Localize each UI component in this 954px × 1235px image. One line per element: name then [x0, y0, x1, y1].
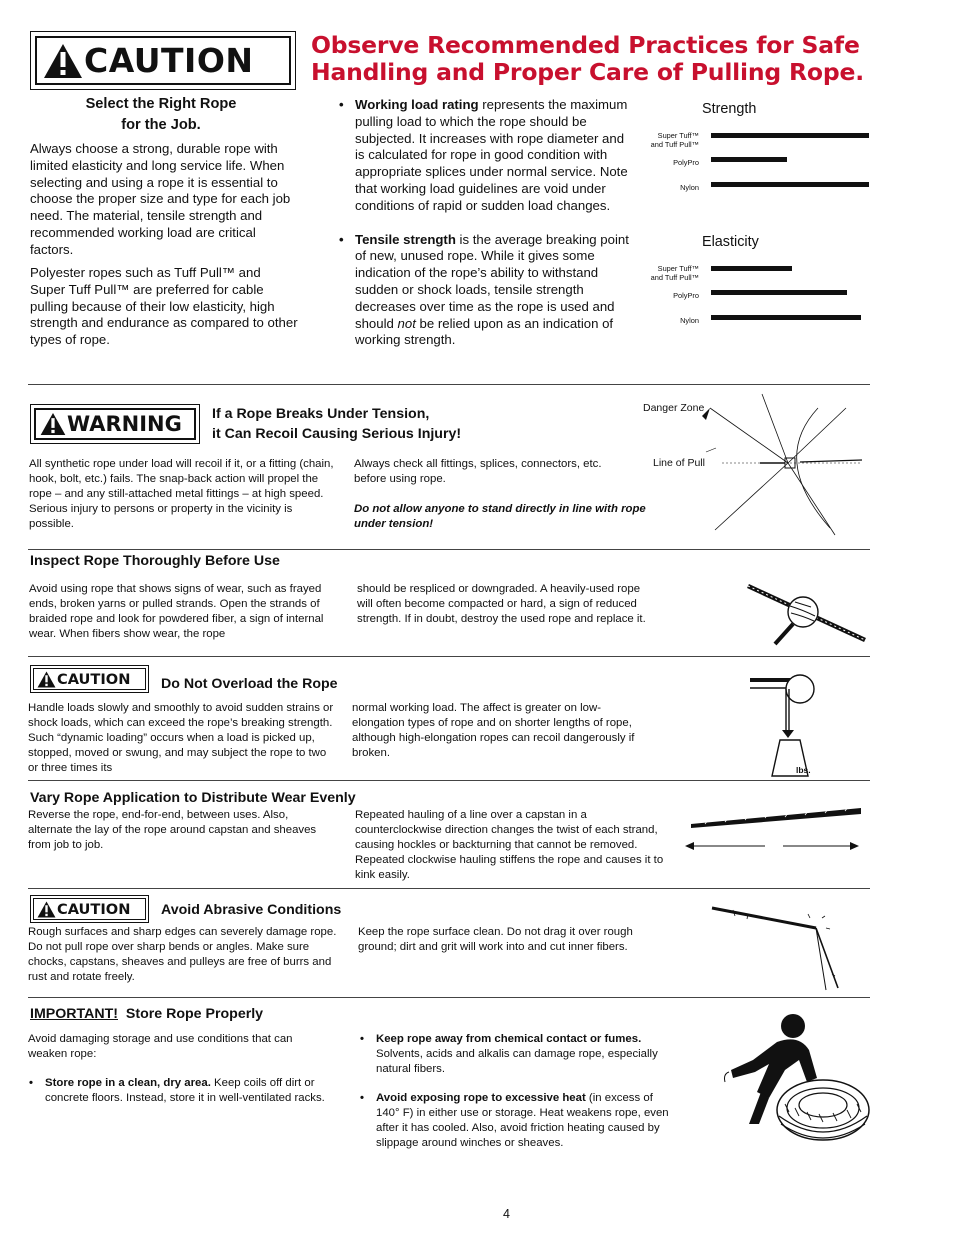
strength-chart: [645, 101, 875, 201]
store-bullet-text: Keep coils off dirt or concrete floors. Instead, store it in well-ventilated racks.: [45, 1077, 325, 1104]
select-rope-para2: Polyester ropes such as Tuff Pull™ and Super Tuff Pull™ are preferred for cable pulling because of their low elasticity, high strength and endurance as compared to other types of rope.: [30, 265, 298, 348]
select-rope-heading-line1: Select the Right Rope: [85, 96, 237, 112]
strength-chart-bars: [645, 131, 875, 195]
working-load-text: represents the maximum pulling load to which the rope should be subjected. It increases with rope diameter and is calculated for rope in good condition with appropriate splices under normal service. Note that working load guidelines are void under conditions of rapid or sudden load changes.: [355, 97, 628, 213]
warning-heading-line1: If a Rope Breaks Under Tension,: [212, 406, 430, 422]
top-caution-sign: [30, 31, 296, 90]
warning-right-emphasis: Do not allow anyone to stand directly in line with rope under tension!: [354, 503, 646, 530]
chart-category-label: Nylon: [680, 183, 699, 192]
chart-bar: [711, 290, 847, 295]
hanging-weight-illustration: [748, 670, 858, 782]
elasticity-chart-bars: [645, 264, 875, 328]
chart-bar: [711, 315, 861, 320]
page-title: [311, 32, 931, 86]
danger-zone-label: Danger Zone: [643, 402, 705, 414]
divider-5: [28, 888, 870, 889]
chart-category-label: Super Tuff™ and Tuff Pull™: [650, 264, 699, 282]
tensile-not: not: [397, 315, 416, 331]
tensile-text-a: is the average breaking point of new, unused rope. While it gives some indication of the rope’s ability to withstand sudden or shock loads, tensile strength decreases over time as the rope is used and should: [355, 231, 629, 331]
store-bullet-text: Solvents, acids and alkalis can damage rope, especially natural fibers.: [376, 1048, 658, 1075]
select-rope-heading: [30, 94, 292, 135]
store-bullet-heat: [358, 1091, 673, 1151]
exclamation-triangle-icon: [40, 412, 66, 436]
chart-bar: [711, 266, 792, 271]
caution-word: CAUTION: [84, 41, 254, 80]
divider-6: [28, 997, 870, 998]
overload-caution-sign: [30, 665, 149, 693]
chart-category-label: Super Tuff™ and Tuff Pull™: [650, 131, 699, 149]
warning-heading-line2: it Can Recoil Causing Serious Injury!: [212, 425, 462, 442]
store-heading-row: [30, 1005, 263, 1023]
exclamation-triangle-icon: [37, 671, 56, 688]
tensile-text-b: be relied upon as an indication of working strength.: [355, 315, 614, 348]
twisted-rope-illustration: [685, 800, 865, 856]
store-bullet-term: Avoid exposing rope to excessive heat: [376, 1092, 586, 1104]
exclamation-triangle-icon: [43, 43, 83, 79]
select-rope-para1: Always choose a strong, durable rope with limited elasticity and long service life. When selecting and using a rope it is essential to choose the proper size and type for each job need. The material, tensile strength and recommended working load are critical factors.: [30, 141, 291, 257]
elasticity-chart-title: Elasticity: [702, 234, 759, 250]
tensile-item: [337, 232, 637, 350]
divider-3: [28, 656, 870, 657]
warning-sign: [30, 404, 200, 444]
inspect-heading: Inspect Rope Thoroughly Before Use: [30, 553, 280, 569]
chart-bar: [711, 133, 869, 138]
chart-category-label: Nylon: [680, 316, 699, 325]
store-bullet-chemicals: [358, 1032, 673, 1077]
line-of-pull-label: Line of Pull: [653, 457, 705, 469]
inspect-left-text: Avoid using rope that shows signs of wear, such as frayed ends, broken yarns or pulled strands. Open the strands of braided rope and look for powdered fiber, a sign of internal wear. When fibers show wear, the rope: [29, 583, 324, 640]
working-load-term: Working load rating: [355, 97, 479, 112]
page-number: 4: [503, 1207, 510, 1221]
overload-right-text: normal working load. The affect is greater on low-elongation types of rope and on shorter lengths of rope, although high-elongation ropes can recoil dangerously if broken.: [352, 702, 635, 759]
store-bullet-term: Keep rope away from chemical contact or fumes.: [376, 1033, 642, 1045]
abrasive-left-text: Rough surfaces and sharp edges can severely damage rope. Do not pull rope over sharp bends or angles. Make sure chocks, capstans, sheaves and pulleys are free of burrs and rust and rotate freely.: [28, 926, 337, 983]
rating-list: [337, 97, 637, 349]
weight-label: lbs.: [796, 765, 811, 775]
exclamation-triangle-icon: [37, 901, 56, 918]
page-title-line1: Observe Recommended Practices for Safe: [311, 31, 860, 59]
abrasive-heading: Avoid Abrasive Conditions: [161, 902, 342, 918]
elasticity-chart: [645, 234, 875, 334]
tensile-term: Tensile strength: [355, 231, 456, 247]
inspect-right-text: should be respliced or downgraded. A heavily-used rope will often become compacted or hard, a sign of reduced strength. If in doubt, destroy the used rope and replace it.: [357, 583, 646, 625]
caution-word: CAUTION: [57, 900, 131, 918]
working-load-item: [337, 97, 637, 215]
chart-category-label: PolyPro: [673, 158, 699, 167]
store-bullet-clean-dry: [27, 1076, 327, 1106]
store-heading: Store Rope Properly: [125, 1006, 264, 1022]
person-with-rope-coil-illustration: [715, 1012, 870, 1142]
divider-1: [28, 384, 870, 385]
strength-chart-title: Strength: [702, 101, 757, 117]
select-rope-heading-line2: for the Job.: [121, 116, 201, 133]
recoil-danger-zone-illustration: [640, 390, 870, 540]
store-intro: Avoid damaging storage and use conditions that can weaken rope:: [28, 1033, 293, 1060]
divider-4: [28, 780, 870, 781]
chart-category-label: PolyPro: [673, 291, 699, 300]
chart-bar: [711, 157, 787, 162]
overload-left-text: Handle loads slowly and smoothly to avoid sudden strains or shock loads, which can exceed the rope’s breaking strength. Such “dynamic loading” occurs when a load is picked up, stopped, moved or swung, and may subject the rope to two or three times its: [28, 702, 334, 774]
abrasive-caution-sign: [30, 895, 149, 923]
vary-left-text: Reverse the rope, end-for-end, between uses. Also, alternate the lay of the rope around capstan and sheaves from job to job.: [28, 809, 317, 851]
sharp-edge-illustration: [708, 900, 858, 992]
vary-heading: Vary Rope Application to Distribute Wear Evenly: [30, 790, 356, 806]
chart-bar: [711, 182, 869, 187]
warning-right-text: Always check all fittings, splices, connectors, etc. before using rope.: [354, 458, 602, 485]
vary-right-text: Repeated hauling of a line over a capstan in a counterclockwise direction changes the twist of each strand, causing hockles or backturning that cannot be removed. Repeated clockwise hauling stiffens the rope and causes it to kink easily.: [355, 809, 664, 881]
caution-word: CAUTION: [57, 670, 131, 688]
warning-word: WARNING: [67, 412, 182, 436]
store-list-left: [27, 1076, 327, 1106]
store-bullet-text: (in excess of 140° F) in either use or storage. Heat weakens rope, even after it has cooled. Also, avoid friction heating caused by slippage around winches or sheaves.: [376, 1092, 669, 1149]
divider-2: [28, 549, 870, 550]
abrasive-right-text: Keep the rope surface clean. Do not drag it over rough ground; dirt and grit will work into and cut inner fibers.: [358, 926, 633, 953]
store-bullet-term: Store rope in a clean, dry area.: [45, 1077, 211, 1089]
important-label: IMPORTANT!: [30, 1006, 118, 1022]
frayed-rope-magnifier-illustration: [745, 580, 870, 648]
warning-left-text: All synthetic rope under load will recoil if it, or a fitting (chain, hook, bolt, etc.) fails. The snap-back action will propel the rope – and any still-attached metal fittings – at high speed. Serious injury to persons or property in the vicinity is possible.: [29, 458, 334, 530]
page-title-line2: Handling and Proper Care of Pulling Rope.: [311, 58, 864, 86]
warning-heading: [212, 405, 532, 444]
overload-heading: Do Not Overload the Rope: [161, 676, 338, 692]
store-list-right: [358, 1032, 673, 1151]
